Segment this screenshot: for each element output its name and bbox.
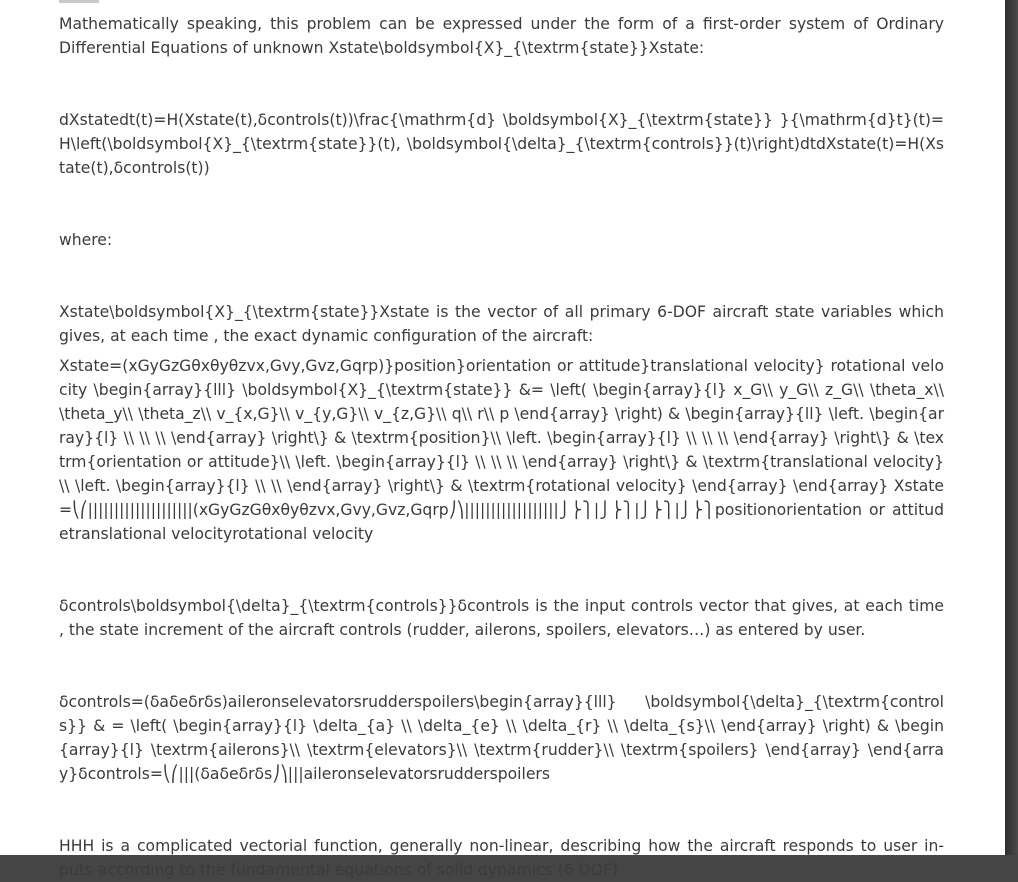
viewer-background-edge bbox=[1005, 0, 1018, 855]
where-label: where: bbox=[59, 231, 113, 249]
controls-vector-equation: δcontrols=(δaδeδrδs)aileronselevatorsrudderspoilers\begin{array}{lll} \boldsymbol{\delta}_{\textrm{controls}} & = \left( \begin{array}{l} \delta_{a} \\ \delta_{e} \\ \delta_{r} \\ \delta_{s}\\ \end{array} \right) & \begin{array}{l} \textrm{ailerons}\\ \textrm{elevators}\\ \textrm{rudder}\\ \textrm{spoilers} \end{array} \end{array}δcontrols=⎝⎛|||(δaδeδrδs⎠⎞|||aileronselevatorsrudderspoilers bbox=[59, 693, 944, 783]
function-h-description: HHH is a complicated vectorial function, generally non-linear, describing how the aircraft responds to user in-puts according to the fundamental equations of solid dynamics (6 DOF) bbox=[59, 837, 944, 879]
controls-vector-description: δcontrols\boldsymbol{\delta}_{\textrm{controls}}δcontrols is the input controls vector that gives, at each time , the state increment of the aircraft controls (rudder, ailerons, spoilers, elevators…) as entered by user. bbox=[59, 597, 944, 639]
intro-paragraph: Mathematically speaking, this problem can be expressed under the form of a first-order system of Ordinary Differential Equations of unknown Xstate\boldsymbol{X}_{\textrm{state}}Xstate: bbox=[59, 15, 944, 57]
ode-equation: dXstatedt(t)=H(Xstate(t),δcontrols(t))\frac{\mathrm{d} \boldsymbol{X}_{\textrm{state}} }{\mathrm{d}t}(t)= H\left(\boldsymbol{X}_{\textrm{state}}(t), \boldsymbol{\delta}_{\textrm{controls}}(t)\right)dtdXstate(t)=H(Xstate(t),δcontrols(t)) bbox=[59, 111, 944, 177]
previous-content-remnant bbox=[59, 0, 99, 3]
state-vector-equation: Xstate=(xGyGzGθxθyθzvx,Gvy,Gvz,Gqrp)}position}orientation or attitude}translational velocity} rotational velocity \begin{array}{lll} \boldsymbol{X}_{\textrm{state}} &= \left( \begin{array}{l} x_G\\ y_G\\ z_G\\ \theta_x\\ \theta_y\\ \theta_z\\ v_{x,G}\\ v_{y,G}\\ v_{z,G}\\ q\\ r\\ p \end{array} \right) & \begin{array}{ll} \left. \begin{array}{l} \\ \\ \\ \end{array} \right\} & \textrm{position}\\ \left. \begin{array}{l} \\ \\ \\ \end{array} \right\} & \textrm{orientation or attitude}\\ \left. \begin{array}{l} \\ \\ \\ \end{array} \right\} & \textrm{translational velocity}\\ \left. \begin{array}{l} \\ \\ \end{array} \right\} & \textrm{rotational velocity} \end{array} \end{array} Xstate=⎝⎛||||||||||||||||||||(xGyGzGθxθyθzvx,Gvy,Gvz,Gqrp⎠⎞||||||||||||||||||⎭⎬⎫|⎭⎬⎫|⎭⎬⎫|⎭⎬⎫positionorientation or attitudetranslational velocityrotational velocity bbox=[59, 357, 944, 543]
state-vector-description: Xstate\boldsymbol{X}_{\textrm{state}}Xstate is the vector of all primary 6-DOF aircraft state variables which gives, at each time , the exact dynamic configuration of the aircraft: bbox=[59, 303, 944, 345]
